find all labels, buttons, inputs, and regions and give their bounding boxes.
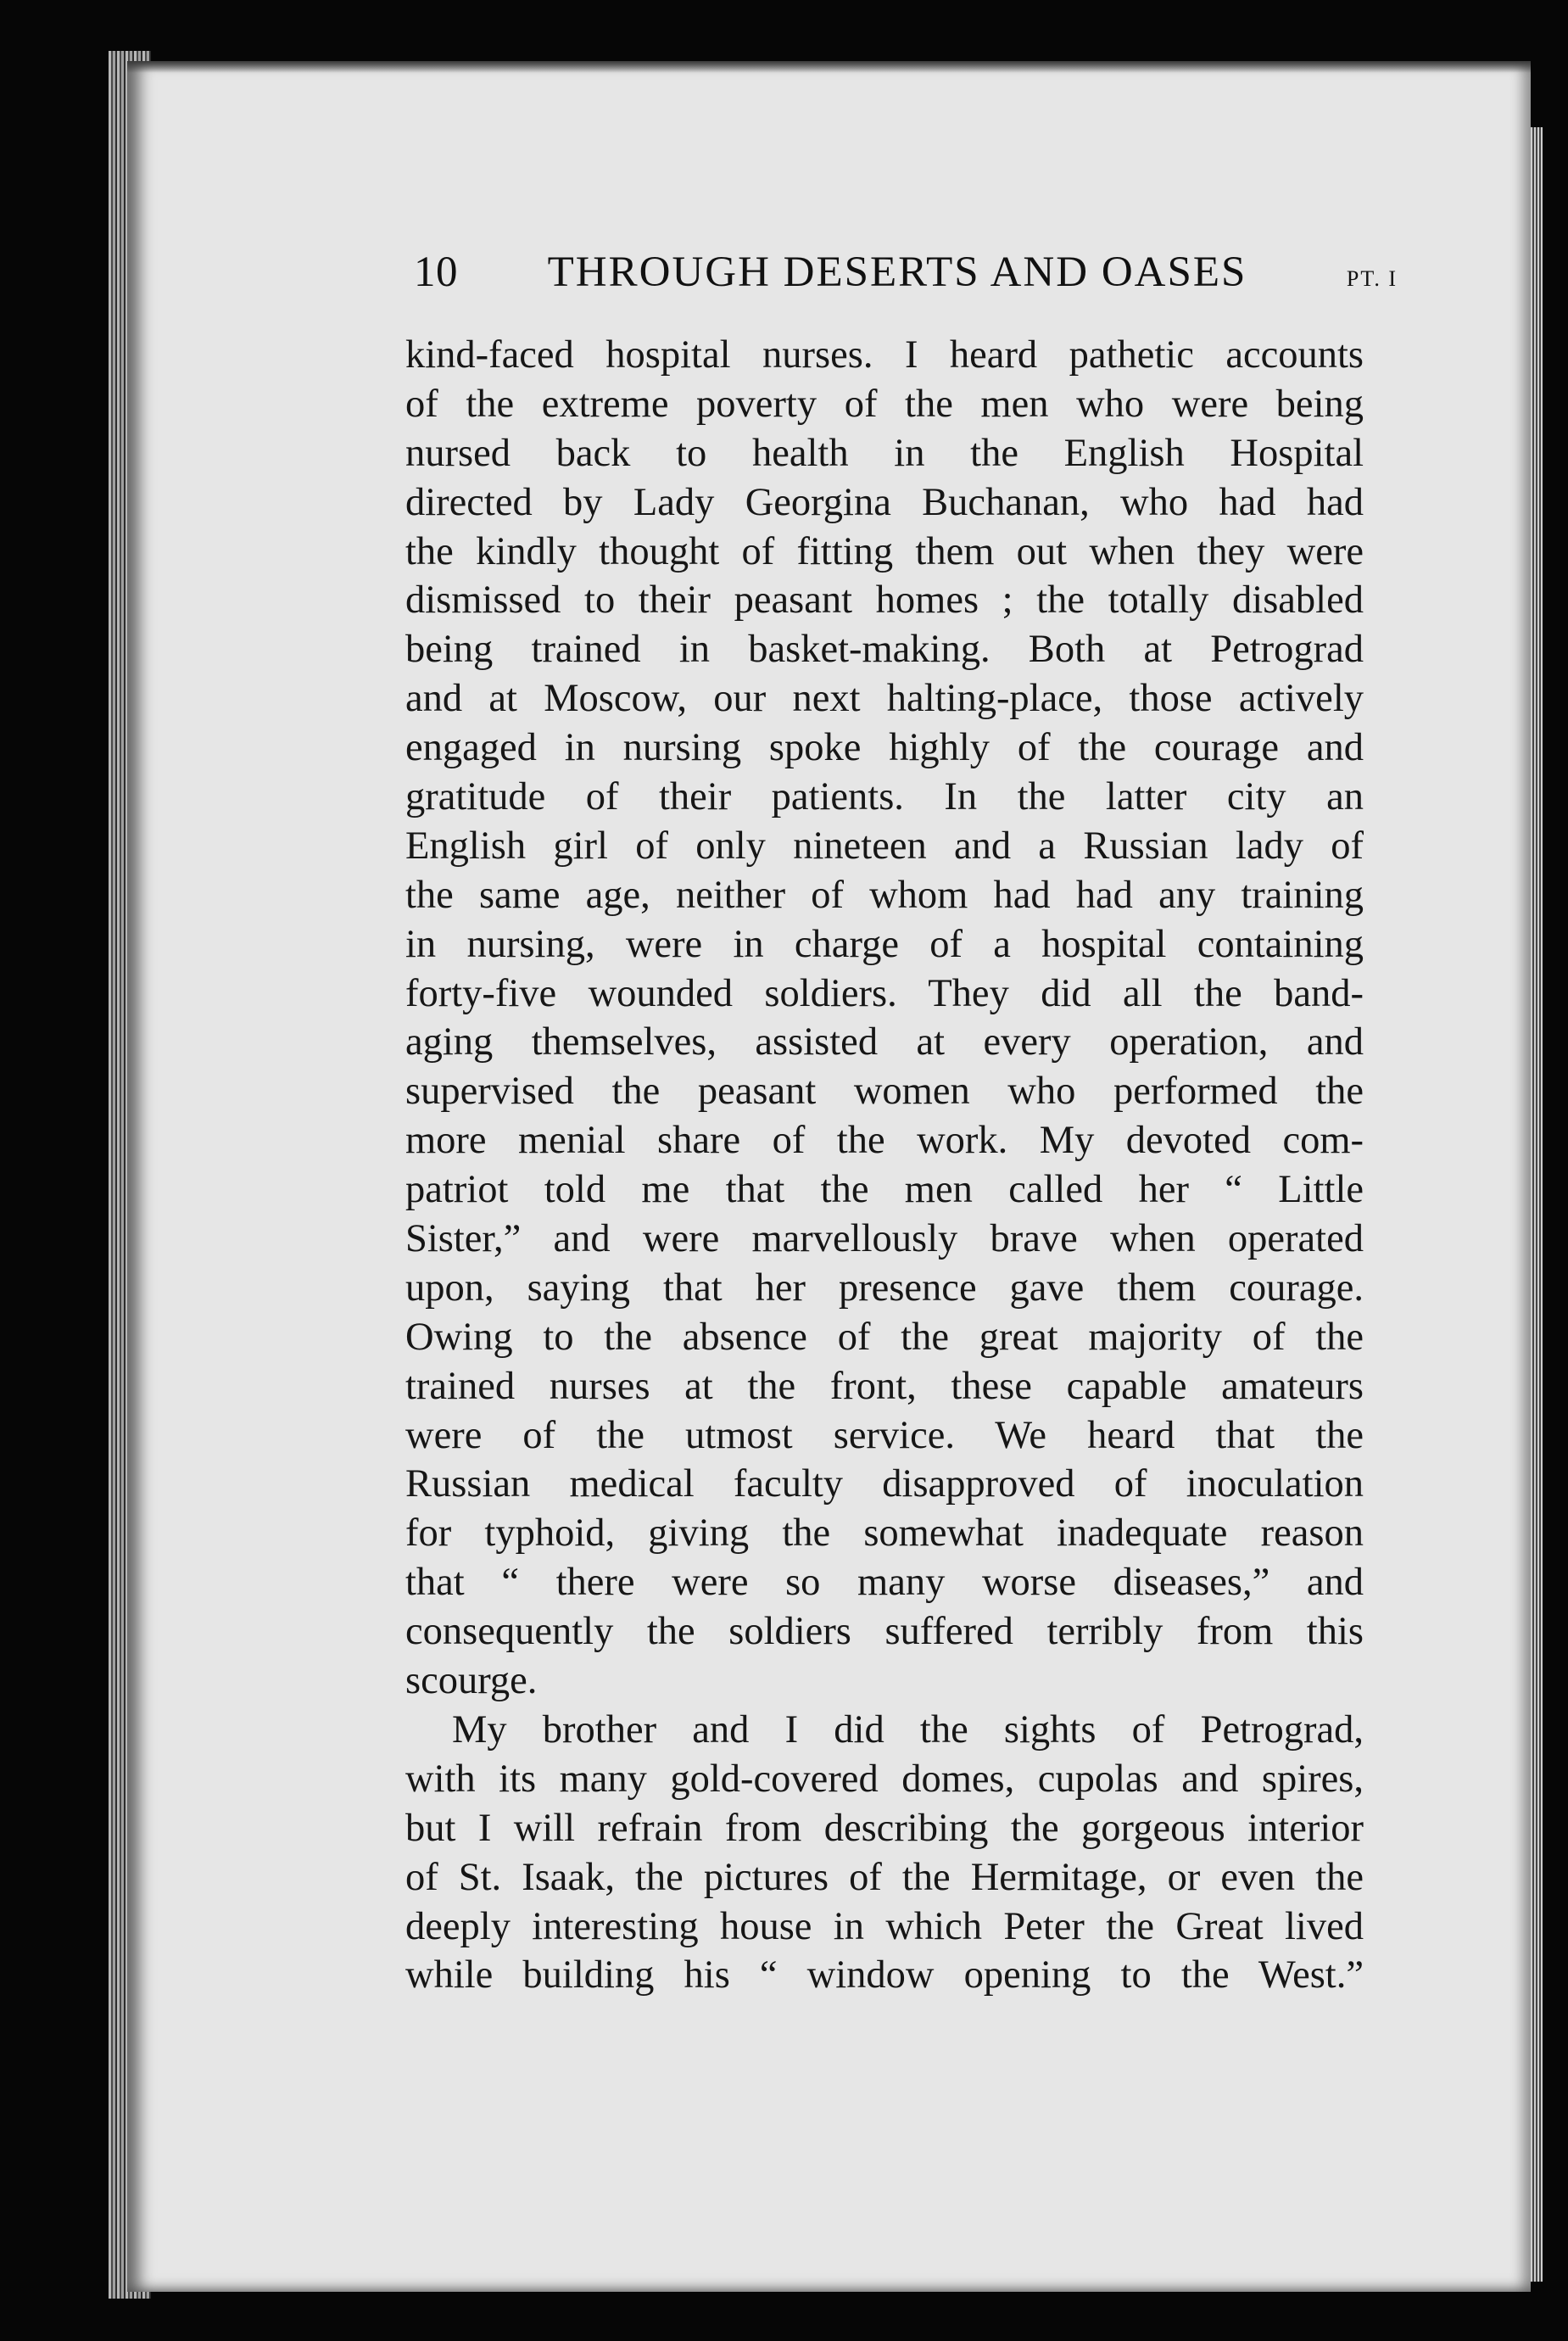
part-marker: PT. I xyxy=(1346,266,1398,291)
page-top-shadow xyxy=(127,61,1531,73)
text-line: engaged in nursing spoke highly of the courage and xyxy=(405,726,1364,770)
text-line: but I will refrain from describing the gorgeous interior xyxy=(405,1806,1364,1850)
text-line: the same age, neither of whom had had any training xyxy=(405,873,1364,917)
text-line: upon, saying that her presence gave them courage. xyxy=(405,1265,1364,1310)
text-line: patriot told me that the men called her “ Little xyxy=(405,1168,1364,1212)
text-line: of the extreme poverty of the men who were being xyxy=(405,382,1364,426)
text-line: Russian medical faculty disapproved of inoculation xyxy=(405,1462,1364,1506)
text-line: consequently the soldiers suffered terribly from this xyxy=(405,1610,1364,1654)
text-line: that “ there were so many worse diseases,” and xyxy=(405,1561,1364,1605)
text-line: gratitude of their patients. In the latter city an xyxy=(405,775,1364,819)
text-line: Sister,” and were marvellously brave when operated xyxy=(405,1217,1364,1261)
page-number: 10 xyxy=(414,249,458,296)
text-line: nursed back to health in the English Hospital xyxy=(405,431,1364,475)
text-line: scourge. xyxy=(405,1659,538,1703)
body-text xyxy=(405,331,1364,2000)
text-line: being trained in basket-making. Both at Petrograd xyxy=(405,628,1364,672)
paragraph-1 xyxy=(405,331,1364,1706)
text-line: of St. Isaak, the pictures of the Hermitage, or even the xyxy=(405,1855,1364,1899)
text-line: forty-five wounded soldiers. They did all the band- xyxy=(405,971,1364,1015)
text-line: for typhoid, giving the somewhat inadequate reason xyxy=(405,1511,1364,1556)
text-line: with its many gold-covered domes, cupolas and spires, xyxy=(405,1757,1364,1801)
text-line: trained nurses at the front, these capable amateurs xyxy=(405,1364,1364,1408)
text-line: in nursing, were in charge of a hospital containing xyxy=(405,922,1364,966)
text-line: aging themselves, assisted at every operation, and xyxy=(405,1020,1364,1064)
running-title: THROUGH DESERTS AND OASES xyxy=(547,249,1247,296)
text-line: English girl of only nineteen and a Russian lady of xyxy=(405,824,1364,868)
text-line: were of the utmost service. We heard that the xyxy=(405,1413,1364,1457)
page-fore-edge xyxy=(1531,127,1543,2282)
text-line: directed by Lady Georgina Buchanan, who had had xyxy=(405,480,1364,524)
text-line: and at Moscow, our next halting-place, those actively xyxy=(405,677,1364,721)
text-line: dismissed to their peasant homes ; the totally disabled xyxy=(405,578,1364,623)
text-line: My brother and I did the sights of Petrograd, xyxy=(452,1707,1364,1752)
running-head xyxy=(414,248,1398,299)
text-line: while building his “ window opening to the West.” xyxy=(405,1953,1364,1997)
text-line: deeply interesting house in which Peter the Great lived xyxy=(405,1904,1364,1948)
text-line: supervised the peasant women who performed the xyxy=(405,1070,1364,1114)
text-line: Owing to the absence of the great majority of the xyxy=(405,1315,1364,1359)
text-line: kind-faced hospital nurses. I heard pathetic accounts xyxy=(405,333,1364,377)
text-line: more menial share of the work. My devoted com- xyxy=(405,1119,1364,1163)
text-line: the kindly thought of fitting them out when they were xyxy=(405,529,1364,573)
paragraph-2 xyxy=(405,1706,1364,2000)
